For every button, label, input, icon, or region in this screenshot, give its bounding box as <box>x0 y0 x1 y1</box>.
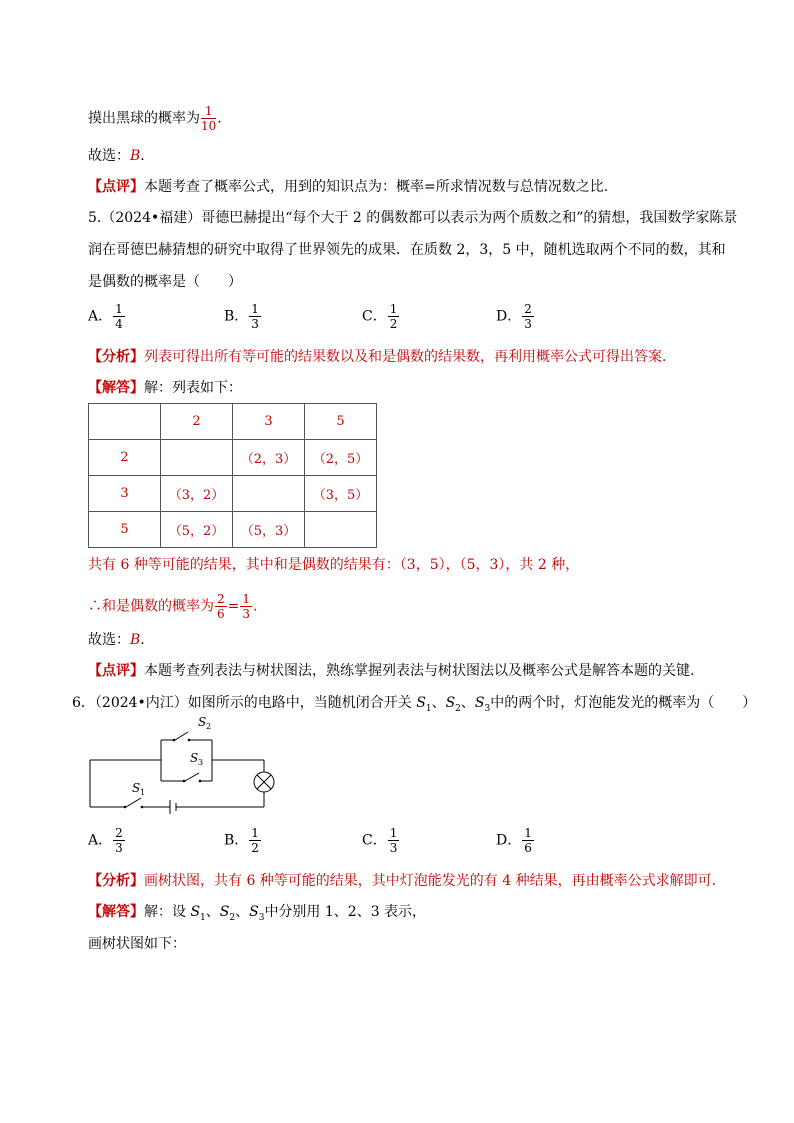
table-cell: 3 <box>89 476 161 512</box>
s1-sub: 1 <box>140 788 146 797</box>
table-cell: 2 <box>89 440 161 476</box>
table-row <box>89 512 377 548</box>
s3-sub: 3 <box>198 758 204 767</box>
q6-option-c: C． $\frac{1}{3}$ <box>362 826 398 855</box>
q5-choose-line: 故选：B. <box>88 632 145 648</box>
q5-stem-line-3: 是偶数的概率是（ ） <box>88 274 242 290</box>
q6-analysis: 【分析】画树状图，共有 6 种等可能的结果，其中灯泡能发光的有 4 种结果，再由概率公式求解即可． <box>88 873 726 889</box>
q5-comment: 【点评】本题考查列表法与树状图法，熟练掌握列表法与树状图法以及概率公式是解答本题的关键. <box>88 663 695 679</box>
q5-result-text: 共有 6 种等可能的结果，其中和是偶数的结果有：（3，5），（5，3），共 2 种， <box>88 557 580 573</box>
fraction: $\frac{1}{10}$ <box>201 104 217 133</box>
q6-stem: 6．（2024•内江）如图所示的电路中，当随机闭合开关 $S_1$、$S_2$、$S_3$中的两个时，灯泡能发光的概率为（ ） <box>72 695 757 714</box>
table-cell: （5，2） <box>161 512 233 548</box>
q5-option-c: C． $\frac{1}{2}$ <box>362 302 398 331</box>
q6-option-d: D． $\frac{1}{6}$ <box>496 826 532 855</box>
q5-analysis: 【分析】列表可得出所有等可能的结果数以及和是偶数的结果数，再利用概率公式可得出答案． <box>88 349 676 365</box>
s2-sub: 2 <box>206 722 212 731</box>
q6-answer-intro: 【解答】解：设 $S_1$、$S_2$、$S_3$中分别用 1、2、3 表示， <box>88 904 427 923</box>
table-row <box>89 404 377 440</box>
table-cell: 5 <box>305 404 377 440</box>
s3-label: S <box>190 751 199 765</box>
table-cell <box>305 512 377 548</box>
s1-label: S <box>132 781 141 795</box>
q5-option-d: D． $\frac{2}{3}$ <box>496 302 532 331</box>
table-cell: （3，5） <box>305 476 377 512</box>
table-row <box>89 440 377 476</box>
answer-choice-line: 故选：B. <box>88 148 145 164</box>
q6-tree-intro: 画树状图如下： <box>88 936 186 952</box>
table-cell: （5，3） <box>233 512 305 548</box>
table-cell: （2，3） <box>233 440 305 476</box>
q5-answer-intro: 【解答】解：列表如下： <box>88 380 242 396</box>
black-ball-probability-line: 摸出黑球的概率为 $\frac{1}{10}$ . <box>88 104 222 133</box>
table-cell: 2 <box>161 404 233 440</box>
table-cell: （3，2） <box>161 476 233 512</box>
table-row <box>89 476 377 512</box>
q5-stem-line-2: 润在哥德巴赫猜想的研究中取得了世界领先的成果．在质数 2，3，5 中，随机选取两个不同的数，其和 <box>88 242 726 258</box>
q5-option-a: A． $\frac{1}{4}$ <box>88 302 123 331</box>
s2-label: S <box>198 715 207 729</box>
circuit-diagram <box>86 710 286 820</box>
q5-option-b: B． $\frac{1}{3}$ <box>224 302 259 331</box>
table-cell <box>233 476 305 512</box>
q6-option-b: B． $\frac{1}{2}$ <box>224 826 259 855</box>
table-cell: 5 <box>89 512 161 548</box>
q6-option-a: A． $\frac{2}{3}$ <box>88 826 123 855</box>
table-cell <box>161 440 233 476</box>
q5-stem-line-1: 5.（2024•福建）哥德巴赫提出“每个大于 2 的偶数都可以表示为两个质数之和”的猜想，我国数学家陈景 <box>88 210 738 226</box>
table-cell <box>89 404 161 440</box>
comment-line: 【点评】本题考查了概率公式，用到的知识点为：概率=所求情况数与总情况数之比. <box>88 179 609 195</box>
table-cell: （2，5） <box>305 440 377 476</box>
q5-therefore-line: ∴和是偶数的概率为 $\frac{2}{6}$ = $\frac{1}{3}$ . <box>88 592 258 621</box>
q5-result-table <box>88 403 377 548</box>
table-cell: 3 <box>233 404 305 440</box>
